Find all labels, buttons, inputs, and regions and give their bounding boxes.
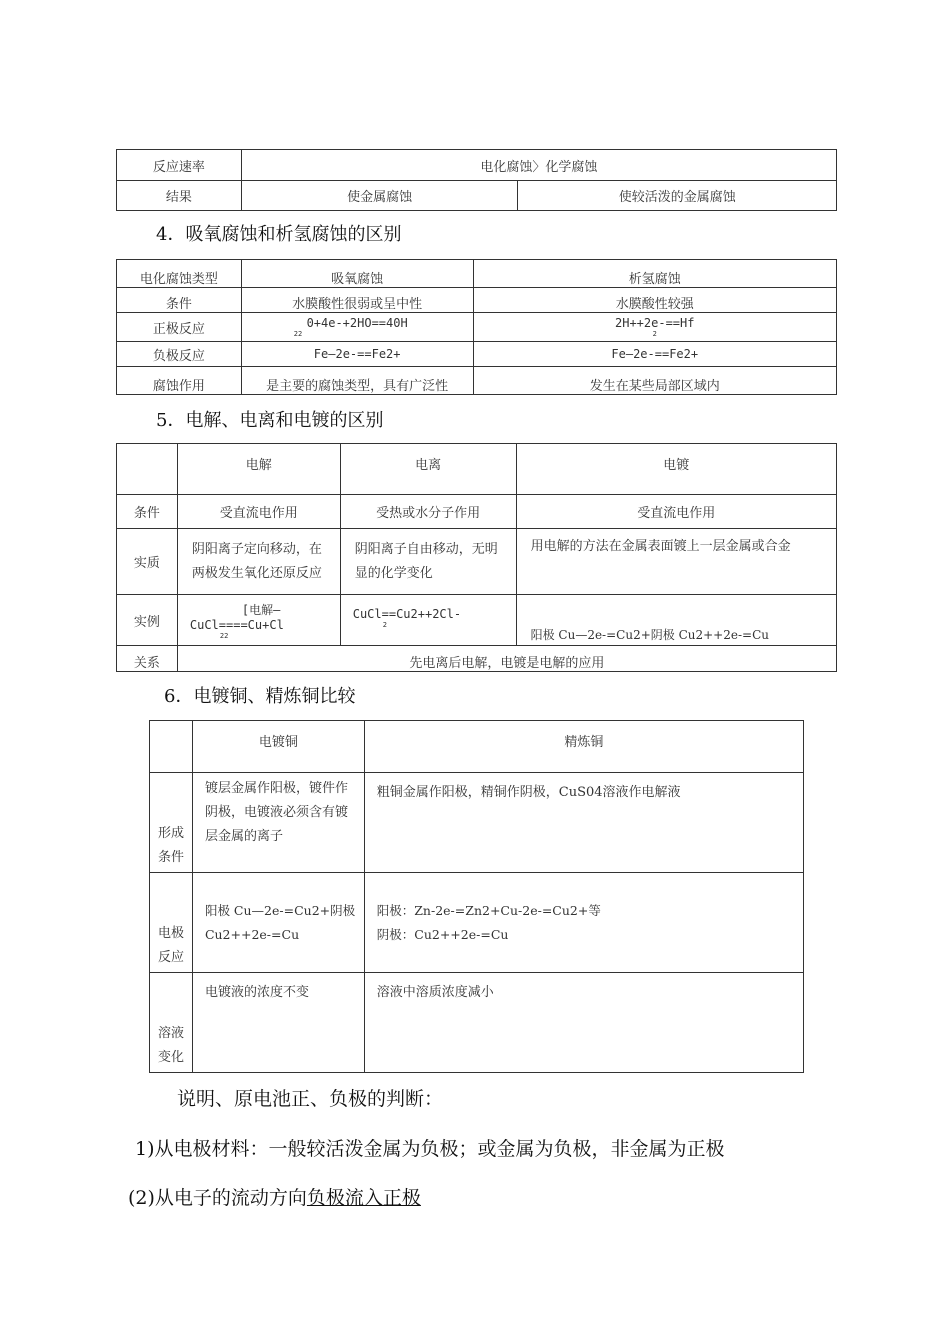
row-label: 关系 [117, 646, 178, 672]
table-corrosion-rate [116, 149, 837, 211]
header-cell: 电镀铜 [192, 721, 364, 773]
table-oxygen-hydrogen-corrosion [116, 259, 837, 395]
row-label: 反应速率 [117, 150, 242, 181]
row-label: 条件 [117, 288, 242, 313]
cell-value: 粗铜金属作阳极，精铜作阴极，CuS04溶液作电解液 [364, 773, 803, 873]
row-label: 溶液 变化 [150, 973, 193, 1073]
header-cell: 电化腐蚀类型 [117, 260, 242, 288]
cell-value: 电镀液的浓度不变 [192, 973, 364, 1073]
cell-value: 受直流电作用 [177, 495, 340, 529]
cell-formula: 阳极 Cu—2e-=Cu2+阴极 Cu2++2e-=Cu [516, 595, 836, 646]
cell-value: 水膜酸性很弱或呈中性 [241, 288, 473, 313]
header-cell: 电离 [340, 444, 516, 495]
cell-value: 电化腐蚀〉化学腐蚀 [241, 150, 836, 181]
header-cell: 析氢腐蚀 [473, 260, 837, 288]
cell-formula: Fe—2e-==Fe2+ [473, 342, 837, 367]
row-label: 结果 [117, 181, 242, 211]
note-paragraph-2 [128, 1183, 421, 1210]
cell-value: 阴阳离子自由移动，无明显的化学变化 [340, 529, 516, 595]
table-electrolysis-ionization-plating [116, 443, 837, 672]
formula-subscript: 2 [382, 621, 387, 629]
formula-condition: [电解— [241, 602, 281, 617]
cell-value: 先电离后电解，电镀是电解的应用 [177, 646, 836, 672]
cell-formula [364, 873, 803, 973]
note-paragraph-1: 1)从电极材料：一般较活泼金属为负极；或金属为负极，非金属为正极 [135, 1138, 725, 1160]
section-4-title: 4．吸氧腐蚀和析氢腐蚀的区别 [156, 224, 402, 245]
cell-value: 用电解的方法在金属表面镀上一层金属或合金 [516, 529, 836, 595]
note-p2-underline: 负极流入正极 [306, 1187, 421, 1209]
header-cell: 电镀 [516, 444, 836, 495]
cell-formula: 阳极 Cu—2e-=Cu2+阴极 Cu2++2e-=Cu [192, 873, 364, 973]
cathode-reaction: 阴极：Cu2++2e-=Cu [376, 926, 509, 942]
row-label: 条件 [117, 495, 178, 529]
cell-value: 受直流电作用 [516, 495, 836, 529]
formula-subscript: 22 [219, 631, 229, 640]
header-cell: 精炼铜 [364, 721, 803, 773]
cell-value: 阴阳离子定向移动，在两极发生氧化还原反应 [177, 529, 340, 595]
row-label: 正极反应 [117, 313, 242, 342]
section-6-title: 6．电镀铜、精炼铜比较 [164, 686, 356, 707]
header-cell: 电解 [177, 444, 340, 495]
cell-value: 镀层金属作阳极，镀件作阴极，电镀液必须含有镀层金属的离子 [192, 773, 364, 873]
formula-subscript: 22 [293, 330, 303, 338]
row-label: 电极 反应 [150, 873, 193, 973]
note-title: 说明、原电池正、负极的判断： [177, 1088, 444, 1110]
formula-text: 0+4e-+2HO==40H [306, 316, 408, 330]
row-label: 实质 [117, 529, 178, 595]
section-5-title: 5．电解、电离和电镀的区别 [156, 410, 384, 431]
row-label: 腐蚀作用 [117, 367, 242, 395]
formula-text: CuCl==Cu2++2Cl- [352, 607, 462, 621]
cell-formula [177, 595, 340, 646]
note-p2-prefix: (2)从电子的流动方向 [128, 1187, 307, 1209]
row-label: 负极反应 [117, 342, 242, 367]
cell-value: 使金属腐蚀 [241, 181, 518, 211]
formula-subscript: 2 [652, 330, 657, 338]
cell-value: 使较活泼的金属腐蚀 [518, 181, 837, 211]
cell-formula [340, 595, 516, 646]
cell-value: 水膜酸性较强 [473, 288, 837, 313]
cell-value: 溶液中溶质浓度减小 [364, 973, 803, 1073]
cell-value: 是主要的腐蚀类型，具有广泛性 [241, 367, 473, 395]
row-label: 形成 条件 [150, 773, 193, 873]
formula-text: CuCl====Cu+Cl [189, 617, 284, 632]
header-cell-empty [150, 721, 193, 773]
cell-formula [241, 313, 473, 342]
table-copper-plating-refining [149, 720, 804, 1073]
cell-formula: Fe—2e-==Fe2+ [241, 342, 473, 367]
cell-value: 受热或水分子作用 [340, 495, 516, 529]
formula-text: 2H++2e-==Hf [615, 316, 695, 330]
cell-formula [473, 313, 837, 342]
cell-value: 发生在某些局部区域内 [473, 367, 837, 395]
header-cell-empty [117, 444, 178, 495]
anode-reaction: 阳极：Zn-2e-=Zn2+Cu-2e-=Cu2+等 [376, 902, 601, 918]
header-cell: 吸氧腐蚀 [241, 260, 473, 288]
row-label: 实例 [117, 595, 178, 646]
